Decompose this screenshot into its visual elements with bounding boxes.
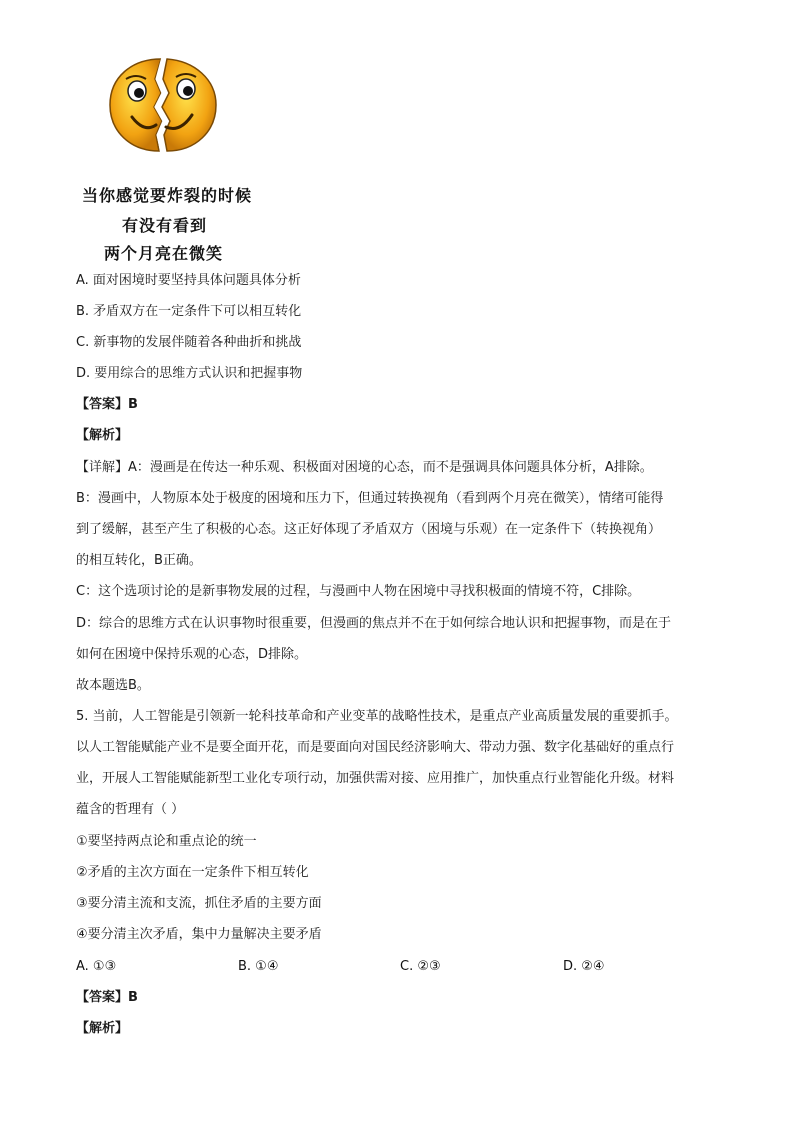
q4-option-a: A. 面对困境时要坚持具体问题具体分析 <box>76 273 301 288</box>
q5-choice-a: A. ①③ <box>76 959 117 974</box>
q5-choice-b: B. ①④ <box>238 959 279 974</box>
q5-stem-line: 以人工智能赋能产业不是要全面开花，而是要面向对国民经济影响大、带动力强、数字化基础好的重点行 <box>76 740 675 755</box>
q4-option-d: D. 要用综合的思维方式认识和把握事物 <box>76 366 303 381</box>
q4-detail-line: 到了缓解，甚至产生了积极的心态。这正好体现了矛盾双方（困境与乐观）在一定条件下（转换视角） <box>76 522 662 537</box>
q4-analysis-label: 【解析】 <box>76 428 129 443</box>
q5-item-1: ①要坚持两点论和重点论的统一 <box>76 834 257 849</box>
cartoon-caption-line-2: 有没有看到 <box>122 216 208 235</box>
q4-option-c: C. 新事物的发展伴随着各种曲折和挑战 <box>76 335 302 350</box>
q5-item-4: ④要分清主次矛盾，集中力量解决主要矛盾 <box>76 927 322 942</box>
q4-answer: 【答案】B <box>76 397 138 412</box>
q5-choice-c: C. ②③ <box>400 959 441 974</box>
q4-detail-line: 如何在困境中保持乐观的心态，D排除。 <box>76 647 308 662</box>
q5-answer: 【答案】B <box>76 990 138 1005</box>
q5-choice-d: D. ②④ <box>563 959 605 974</box>
q4-detail-line: C：这个选项讨论的是新事物发展的过程，与漫画中人物在困境中寻找积极面的情境不符，C排除。 <box>76 584 641 599</box>
q4-option-b: B. 矛盾双方在一定条件下可以相互转化 <box>76 304 302 319</box>
q5-item-3: ③要分清主流和支流，抓住矛盾的主要方面 <box>76 896 322 911</box>
q5-analysis-label: 【解析】 <box>76 1021 129 1036</box>
q5-stem-line: 业，开展人工智能赋能新型工业化专项行动，加强供需对接、应用推广，加快重点行业智能化升级。材料 <box>76 771 675 786</box>
q4-detail-line: D：综合的思维方式在认识事物时很重要，但漫画的焦点并不在于如何综合地认识和把握事物，而是在于 <box>76 616 672 631</box>
q5-item-2: ②矛盾的主次方面在一定条件下相互转化 <box>76 865 309 880</box>
cartoon-caption-line-1: 当你感觉要炸裂的时候 <box>82 186 253 205</box>
q4-conclusion: 故本题选B。 <box>76 678 150 693</box>
q4-detail-line: 【详解】A：漫画是在传达一种乐观、积极面对困境的心态，而不是强调具体问题具体分析，A排除。 <box>76 460 653 475</box>
cracked-smiley-illustration <box>104 55 222 155</box>
q4-detail-line: B：漫画中，人物原本处于极度的困境和压力下，但通过转换视角（看到两个月亮在微笑），情绪可能得 <box>76 491 664 506</box>
q4-detail-line: 的相互转化，B正确。 <box>76 553 202 568</box>
cartoon-caption-line-3: 两个月亮在微笑 <box>104 244 224 263</box>
q5-stem-line: 蕴含的哲理有（ ） <box>76 802 185 817</box>
q5-stem-line: 5. 当前，人工智能是引领新一轮科技革命和产业变革的战略性技术，是重点产业高质量发展的重要抓手。 <box>76 709 678 724</box>
